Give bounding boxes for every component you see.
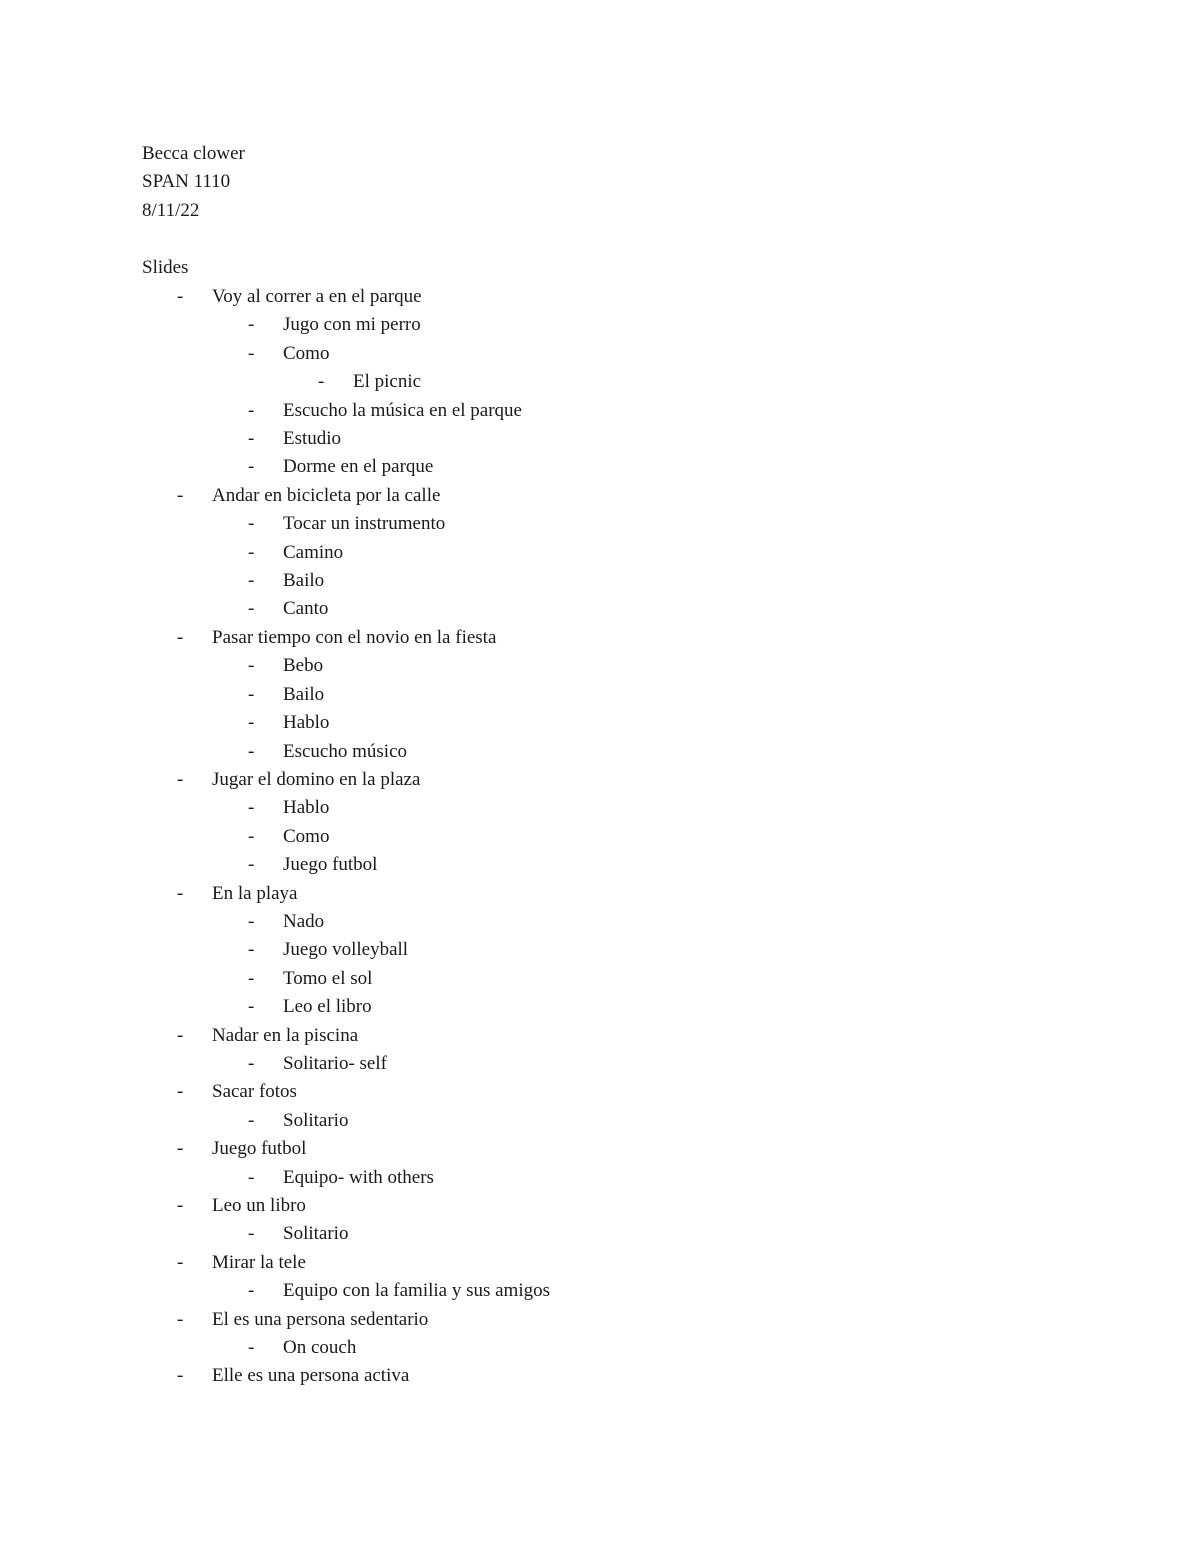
outline-item-text: Equipo- with others bbox=[283, 1166, 434, 1188]
bullet-dash: - bbox=[248, 541, 255, 563]
outline-item-text: Dorme en el parque bbox=[283, 456, 434, 478]
outline-item-level-1 bbox=[0, 482, 1200, 510]
bullet-dash: - bbox=[248, 342, 255, 364]
outline-item-level-2 bbox=[0, 453, 1200, 481]
outline-item-level-2 bbox=[0, 425, 1200, 453]
bullet-dash: - bbox=[248, 740, 255, 762]
outline-item-text: Equipo con la familia y sus amigos bbox=[283, 1280, 551, 1302]
bullet-dash: - bbox=[248, 399, 255, 421]
bullet-dash: - bbox=[248, 1337, 255, 1359]
bullet-dash: - bbox=[248, 712, 255, 734]
outline-item-text: Pasar tiempo con el novio en la fiesta bbox=[212, 626, 497, 648]
outline-item-text: Tocar un instrumento bbox=[283, 513, 446, 535]
outline-item-text: Andar en bicicleta por la calle bbox=[212, 484, 441, 506]
outline-item-text: Juego volleyball bbox=[283, 939, 409, 961]
outline-item-level-1 bbox=[0, 1135, 1200, 1163]
outline-item-level-2 bbox=[0, 539, 1200, 567]
outline-item-level-2 bbox=[0, 1050, 1200, 1078]
outline-item-text: Sacar fotos bbox=[212, 1081, 297, 1103]
bullet-dash: - bbox=[248, 939, 255, 961]
outline-item-level-2 bbox=[0, 794, 1200, 822]
outline-item-text: Nadar en la piscina bbox=[212, 1024, 359, 1046]
bullet-dash: - bbox=[177, 1195, 184, 1216]
outline-item-level-2 bbox=[0, 681, 1200, 709]
bullet-dash: - bbox=[248, 910, 255, 932]
outline-item-text: Camino bbox=[283, 541, 344, 563]
outline-item-level-1 bbox=[0, 624, 1200, 652]
outline-item-level-1 bbox=[0, 1022, 1200, 1050]
outline-item-level-1 bbox=[0, 766, 1200, 794]
bullet-dash: - bbox=[248, 570, 255, 592]
bullet-dash: - bbox=[248, 1052, 255, 1074]
outline-item-text: On couch bbox=[283, 1337, 357, 1359]
bullet-dash: - bbox=[177, 484, 184, 506]
bullet-dash: - bbox=[248, 456, 255, 478]
outline-item-text: Solitario- self bbox=[283, 1052, 387, 1074]
outline-item-level-1 bbox=[0, 1192, 1200, 1220]
outline-item-level-2 bbox=[0, 1220, 1200, 1248]
bullet-dash: - bbox=[248, 854, 255, 876]
bullet-dash: - bbox=[248, 1280, 255, 1302]
outline-item-text: En la playa bbox=[212, 882, 298, 904]
bullet-dash: - bbox=[177, 768, 184, 790]
outline-item-text: Escucho músico bbox=[283, 740, 408, 762]
bullet-dash: - bbox=[177, 1081, 184, 1103]
outline-item-level-2 bbox=[0, 652, 1200, 680]
bullet-dash: - bbox=[248, 314, 255, 336]
bullet-dash: - bbox=[248, 598, 255, 620]
outline-item-level-2 bbox=[0, 936, 1200, 964]
outline-item-text: Tomo el sol bbox=[283, 967, 373, 989]
outline-item-text: Escucho la música en el parque bbox=[283, 399, 522, 421]
bullet-dash: - bbox=[248, 996, 255, 1018]
outline-item-level-2 bbox=[0, 340, 1200, 368]
outline-item-level-2 bbox=[0, 311, 1200, 339]
outline-item-level-1 bbox=[0, 1306, 1200, 1334]
bullet-dash: - bbox=[248, 513, 255, 535]
bullet-dash: - bbox=[177, 882, 184, 904]
bullet-dash: - bbox=[177, 1138, 184, 1160]
course-code: SPAN 1110 bbox=[142, 171, 231, 192]
outline-item-text: Solitario bbox=[283, 1223, 349, 1245]
outline-item-level-2 bbox=[0, 510, 1200, 538]
outline-item-text: Mirar la tele bbox=[212, 1251, 306, 1273]
outline-item-text: Voy al correr a en el parque bbox=[212, 286, 422, 307]
outline-item-text: Hablo bbox=[283, 797, 330, 819]
bullet-outline bbox=[0, 283, 1200, 1391]
outline-item-text: Como bbox=[283, 342, 330, 364]
outline-item-text: Como bbox=[283, 825, 330, 847]
bullet-dash: - bbox=[177, 1308, 184, 1330]
outline-item-level-2 bbox=[0, 567, 1200, 595]
bullet-dash: - bbox=[177, 626, 184, 648]
outline-item-text: Elle es una persona activa bbox=[212, 1365, 410, 1387]
outline-item-text: El es una persona sedentario bbox=[212, 1308, 429, 1330]
outline-item-text: Leo el libro bbox=[283, 996, 372, 1018]
outline-item-level-2 bbox=[0, 1107, 1200, 1135]
bullet-dash: - bbox=[248, 1223, 255, 1245]
author-name: Becca clower bbox=[142, 143, 245, 164]
bullet-dash: - bbox=[318, 371, 325, 393]
outline-item-level-2 bbox=[0, 1164, 1200, 1192]
bullet-dash: - bbox=[248, 655, 255, 677]
bullet-dash: - bbox=[248, 825, 255, 847]
outline-item-text: Jugo con mi perro bbox=[283, 314, 421, 336]
outline-item-level-2 bbox=[0, 397, 1200, 425]
outline-item-level-2 bbox=[0, 851, 1200, 879]
bullet-dash: - bbox=[177, 1251, 184, 1273]
outline-item-text: Solitario bbox=[283, 1109, 349, 1131]
outline-item-level-2 bbox=[0, 823, 1200, 851]
outline-item-level-2 bbox=[0, 595, 1200, 623]
bullet-dash: - bbox=[248, 428, 255, 450]
outline-item-text: Estudio bbox=[283, 428, 342, 450]
bullet-dash: - bbox=[248, 797, 255, 819]
outline-item-level-2 bbox=[0, 1334, 1200, 1362]
outline-item-text: Jugar el domino en la plaza bbox=[212, 768, 421, 790]
bullet-dash: - bbox=[248, 967, 255, 989]
outline-item-level-2 bbox=[0, 709, 1200, 737]
bullet-dash: - bbox=[177, 1024, 184, 1046]
outline-item-text: Juego futbol bbox=[212, 1138, 307, 1160]
outline-item-text: El picnic bbox=[353, 371, 422, 393]
outline-item-level-2 bbox=[0, 908, 1200, 936]
document-date: 8/11/22 bbox=[142, 200, 200, 221]
outline-item-level-1 bbox=[0, 1249, 1200, 1277]
outline-item-text: Canto bbox=[283, 598, 329, 620]
bullet-dash: - bbox=[248, 683, 255, 705]
outline-item-text: Bebo bbox=[283, 655, 324, 677]
outline-item-level-1 bbox=[0, 1362, 1200, 1390]
bullet-dash: - bbox=[248, 1109, 255, 1131]
outline-item-level-2 bbox=[0, 738, 1200, 766]
outline-item-level-1 bbox=[0, 880, 1200, 908]
outline-item-level-1 bbox=[0, 1078, 1200, 1106]
outline-item-level-2 bbox=[0, 1277, 1200, 1305]
outline-item-level-3 bbox=[0, 368, 1200, 396]
outline-item-text: Leo un libro bbox=[212, 1195, 306, 1216]
outline-item-level-1 bbox=[0, 283, 1200, 311]
outline-item-text: Nado bbox=[283, 910, 325, 932]
outline-item-text: Bailo bbox=[283, 570, 325, 592]
section-title: Slides bbox=[142, 257, 189, 278]
outline-item-text: Bailo bbox=[283, 683, 325, 705]
outline-item-text: Hablo bbox=[283, 712, 330, 734]
bullet-dash: - bbox=[177, 286, 184, 307]
bullet-dash: - bbox=[248, 1166, 255, 1188]
bullet-dash: - bbox=[177, 1365, 184, 1387]
outline-item-text: Juego futbol bbox=[283, 854, 378, 876]
outline-item-level-2 bbox=[0, 965, 1200, 993]
outline-item-level-2 bbox=[0, 993, 1200, 1021]
